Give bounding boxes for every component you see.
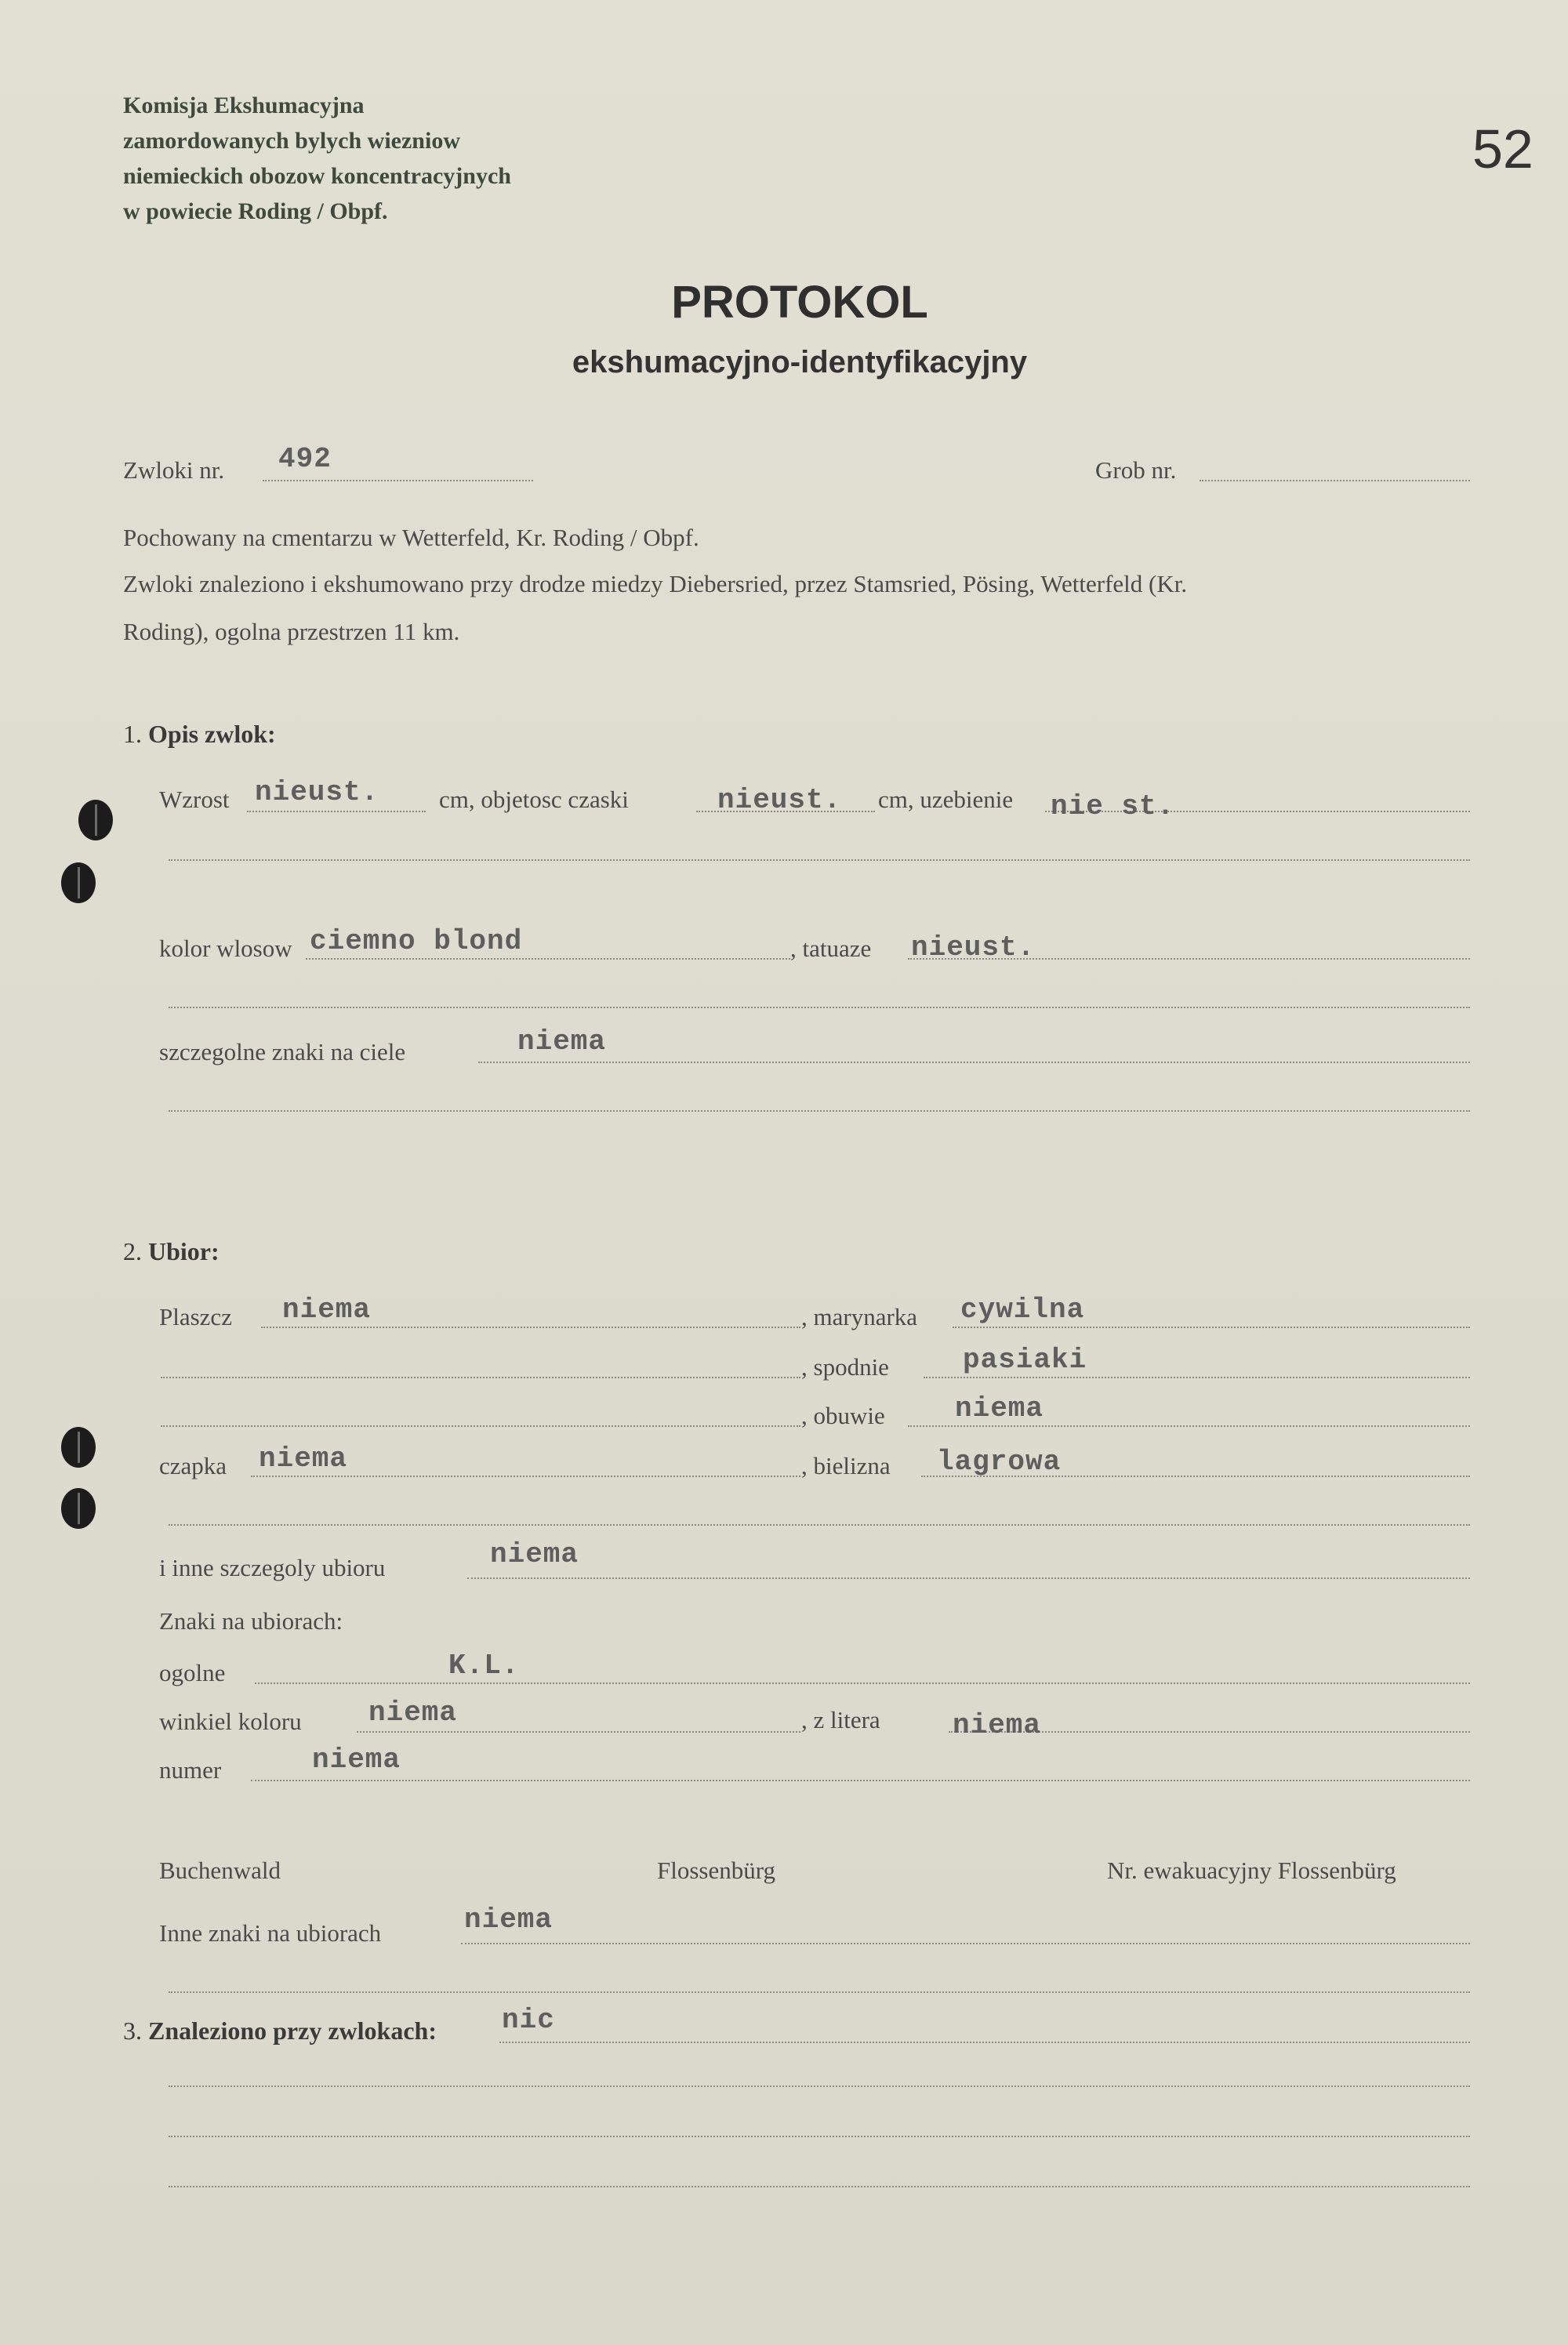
punch-hole xyxy=(61,862,96,903)
winkiel-value: niema xyxy=(368,1697,458,1729)
plaszcz-line xyxy=(261,1327,800,1328)
tatuaze-value: nieust. xyxy=(911,931,1036,964)
inne-znaki-value: niema xyxy=(464,1904,554,1936)
obuwie-value: niema xyxy=(955,1392,1044,1425)
punch-hole xyxy=(61,1427,96,1468)
winkiel-line xyxy=(357,1731,800,1733)
section-3-number: 3. xyxy=(123,2016,142,2045)
grob-label: Grob nr. xyxy=(1095,456,1177,484)
spodnie-label: , spodnie xyxy=(801,1353,889,1381)
page-number: 52 xyxy=(1472,118,1534,180)
plaszcz-label: Plaszcz xyxy=(159,1303,232,1330)
header-line-1: Komisja Ekshumacyjna xyxy=(123,93,365,118)
zwloki-line xyxy=(263,480,533,481)
czaszka-value: nieust. xyxy=(717,784,842,816)
litera-value: niema xyxy=(953,1709,1042,1741)
blank-line xyxy=(169,2085,1470,2087)
section-1-title: Opis zwlok: xyxy=(148,720,276,748)
plaszcz-value: niema xyxy=(282,1294,372,1326)
section-2-number: 2. xyxy=(123,1237,142,1265)
document-subtitle: ekshumacyjno-identyfikacyjny xyxy=(572,345,1028,379)
blank-line xyxy=(169,1110,1470,1112)
document-title: PROTOKOL xyxy=(671,277,928,328)
bielizna-label: , bielizna xyxy=(801,1452,891,1479)
blank-line xyxy=(161,1377,800,1378)
obuwie-line xyxy=(908,1425,1470,1427)
section-1-heading xyxy=(123,720,276,749)
numer-line xyxy=(251,1780,1470,1781)
marynarka-value: cywilna xyxy=(960,1294,1085,1326)
znaleziono-value: nic xyxy=(502,2004,555,2036)
punch-hole xyxy=(61,1488,96,1529)
znaki-ubiorach-title: Znaki na ubiorach: xyxy=(159,1607,343,1635)
inne-ubioru-line xyxy=(467,1577,1470,1579)
czaszka-label: cm, objetosc czaski xyxy=(439,786,629,813)
inne-znaki-line xyxy=(461,1943,1470,1944)
znaki-ciala-value: niema xyxy=(517,1025,607,1058)
numer-label: numer xyxy=(159,1756,222,1784)
marynarka-label: , marynarka xyxy=(801,1303,918,1330)
ewakuacyjny-label: Nr. ewakuacyjny Flossenbürg xyxy=(1107,1857,1396,1884)
czapka-line xyxy=(251,1476,800,1477)
blank-line xyxy=(169,859,1470,861)
spodnie-line xyxy=(924,1377,1470,1378)
znaki-ciala-line xyxy=(478,1062,1470,1063)
blank-line xyxy=(169,1524,1470,1526)
marynarka-line xyxy=(953,1327,1470,1328)
header-line-2: zamordowanych bylych wiezniow xyxy=(123,128,460,154)
kolor-line xyxy=(306,958,790,960)
tatuaze-label: , tatuaze xyxy=(790,935,872,962)
grob-line xyxy=(1200,480,1470,481)
ogolne-label: ogolne xyxy=(159,1659,226,1686)
blank-line xyxy=(169,1991,1470,1993)
zwloki-label: Zwloki nr. xyxy=(123,456,225,484)
znaleziono-line-2: Roding), ogolna przestrzen 11 km. xyxy=(123,618,460,645)
blank-line xyxy=(169,1007,1470,1008)
czapka-value: niema xyxy=(259,1443,348,1475)
punch-hole xyxy=(78,800,113,840)
ogolne-value: K.L. xyxy=(448,1650,520,1682)
numer-value: niema xyxy=(312,1744,401,1776)
wzrost-value: nieust. xyxy=(255,776,379,808)
wzrost-label: Wzrost xyxy=(159,786,230,813)
znaleziono-line xyxy=(499,2042,1470,2043)
blank-line xyxy=(169,2186,1470,2187)
pochowany-text: Pochowany na cmentarzu w Wetterfeld, Kr. Roding / Obpf. xyxy=(123,524,699,551)
section-3-heading xyxy=(123,2016,437,2046)
winkiel-label: winkiel koloru xyxy=(159,1708,302,1735)
kolor-value: ciemno blond xyxy=(310,925,523,957)
header-line-3: niemieckich obozow koncentracyjnych xyxy=(123,163,511,189)
obuwie-label: , obuwie xyxy=(801,1402,885,1429)
blank-line xyxy=(161,1425,800,1427)
buchenwald-label: Buchenwald xyxy=(159,1857,281,1884)
inne-ubioru-label: i inne szczegoly ubioru xyxy=(159,1554,386,1581)
section-1-number: 1. xyxy=(123,720,142,748)
inne-ubioru-value: niema xyxy=(490,1538,579,1570)
znaleziono-line-1: Zwloki znaleziono i ekshumowano przy drodze miedzy Diebersried, przez Stamsried, Pösing, Wetterfeld (Kr. xyxy=(123,570,1188,597)
zwloki-value: 492 xyxy=(278,443,332,475)
wzrost-line xyxy=(247,811,426,812)
flossenburg-label: Flossenbürg xyxy=(657,1857,776,1884)
kolor-label: kolor wlosow xyxy=(159,935,292,962)
blank-line xyxy=(169,2136,1470,2137)
inne-znaki-label: Inne znaki na ubiorach xyxy=(159,1919,382,1947)
uzebienie-value: nie st. xyxy=(1051,790,1175,822)
czapka-label: czapka xyxy=(159,1452,227,1479)
uzebienie-label: cm, uzebienie xyxy=(878,786,1014,813)
section-2-title: Ubior: xyxy=(148,1237,220,1265)
section-3-title: Znaleziono przy zwlokach: xyxy=(148,2016,437,2045)
litera-label: , z litera xyxy=(801,1706,880,1733)
spodnie-value: pasiaki xyxy=(963,1344,1087,1376)
znaki-ciala-label: szczegolne znaki na ciele xyxy=(159,1038,406,1065)
header-line-4: w powiecie Roding / Obpf. xyxy=(123,198,388,224)
ogolne-line xyxy=(255,1683,1470,1684)
bielizna-value: lagrowa xyxy=(937,1446,1062,1478)
section-2-heading xyxy=(123,1237,220,1266)
